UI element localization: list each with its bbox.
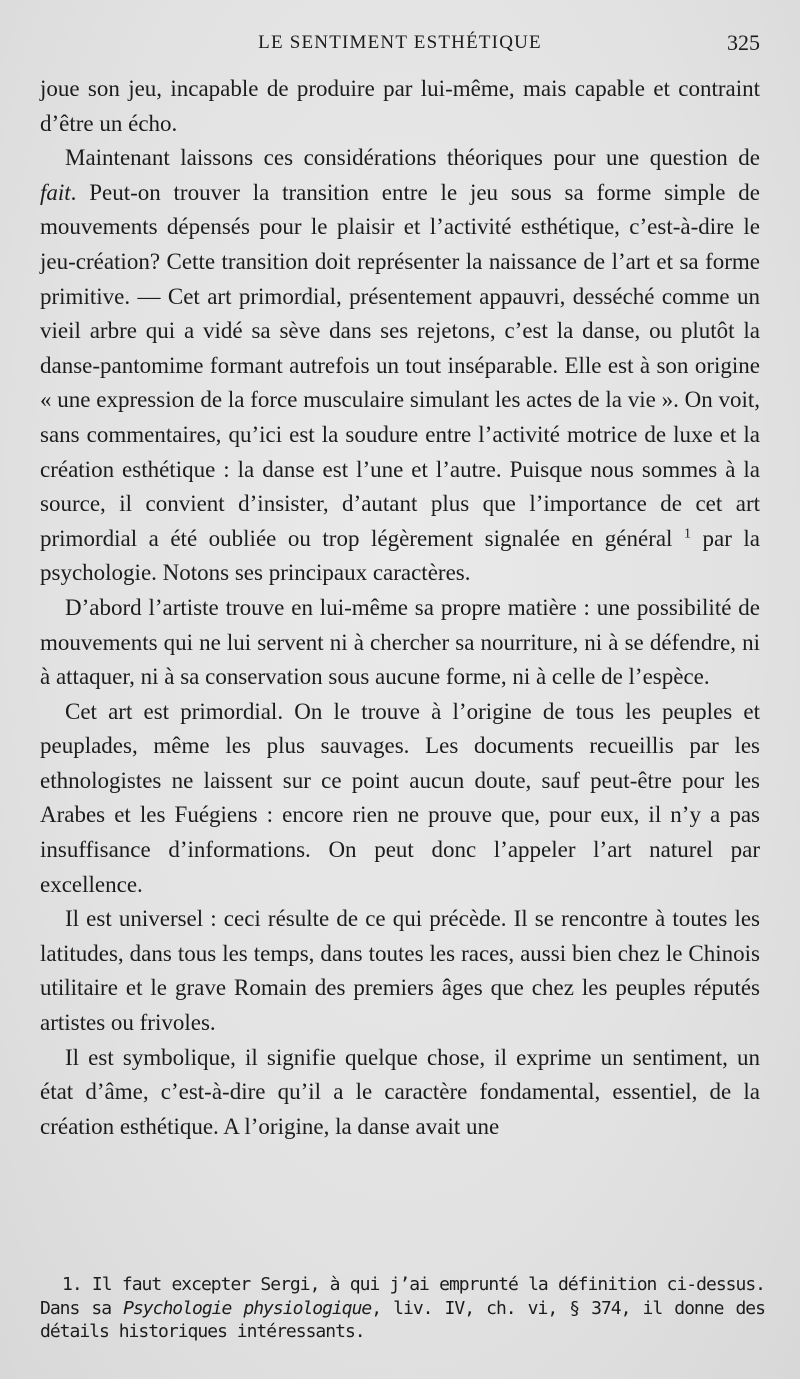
page-header — [40, 32, 760, 64]
emphasis-fait: fait — [40, 179, 71, 205]
page-number: 325 — [727, 30, 760, 55]
paragraph-6: Il est symbolique, il signifie quelque chose, il exprime un sentiment, un état d’âme, c’est-à-dire qu’il a le caractère fondamental, essentiel, de la création esthétique. A l’origine, la danse avait une — [40, 1044, 760, 1139]
paragraph-3: D’abord l’artiste trouve en lui-même sa propre matière : une possibilité de mouvements qui ne lui servent ni à chercher sa nourriture, ni à se défendre, ni à attaquer, ni à sa conservation sous aucune forme, ni à celle de l’espèce. — [40, 594, 760, 690]
footnote-reference[interactable]: 1 — [683, 526, 691, 542]
footnotes — [40, 1273, 765, 1344]
running-title: LE SENTIMENT ESTHÉTIQUE — [258, 32, 542, 53]
footnote-book-title: Psychologie physiologique — [123, 1297, 372, 1319]
paragraph-1: joue son jeu, incapable de produire par lui-même, mais capable et contraint d’être un écho. — [40, 76, 760, 136]
paragraph-4: Cet art est primordial. On le trouve à l’origine de tous les peuples et peuplades, même les plus sauvages. Les documents recueillis par les ethnologistes ne laissent sur ce point aucun doute, sauf peut-être pour les Arabes et les Fuégiens : encore rien ne prouve que, pour eux, il n’y a pas insuffisance d’informations. On peut donc l’appeler l’art naturel par excellence. — [40, 698, 760, 897]
body-text — [40, 72, 760, 1144]
paragraph-2: Maintenant laissons ces considérations théoriques pour une question de fait. Peut-on trouver la transition entre le jeu sous sa forme simple de mouvements dépensés pour le plaisir et l’activité esthétique, c’est-à-dire le jeu-création? Cette transition doit représenter la naissance de l’art et sa forme primitive. — Cet art primordial, présentement appauvri, desséché comme un vieil arbre qui a vidé sa sève dans ses rejetons, c’est la danse, ou plutôt la danse-pantomime formant autrefois un tout inséparable. Elle est à son origine « une expression de la force musculaire simulant les actes de la vie ». On voit, sans commentaires, qu’ici est la soudure entre l’activité motrice de luxe et la création esthétique : la danse est l’une et l’autre. Puisque nous sommes à la source, il convient d’insister, d’autant plus que l’importance de cet art primordial a été oubliée ou trop légèrement signalée en général $^1$ par la psychologie. Notons ses principaux caractères. — [40, 145, 760, 586]
footnote-1: 1. Il faut excepter Sergi, à qui j’ai emprunté la définition ci-dessus. Dans sa Psychologie physiologique, liv. IV, ch. vi, § 374, il donne des détails historiques intéressants. — [40, 1274, 765, 1342]
paragraph-5: Il est universel : ceci résulte de ce qui précède. Il se rencontre à toutes les latitudes, dans tous les temps, dans toutes les races, aussi bien chez le Chinois utilitaire et le grave Romain des premiers âges que chez les peuples réputés artistes ou frivoles. — [40, 906, 760, 1036]
